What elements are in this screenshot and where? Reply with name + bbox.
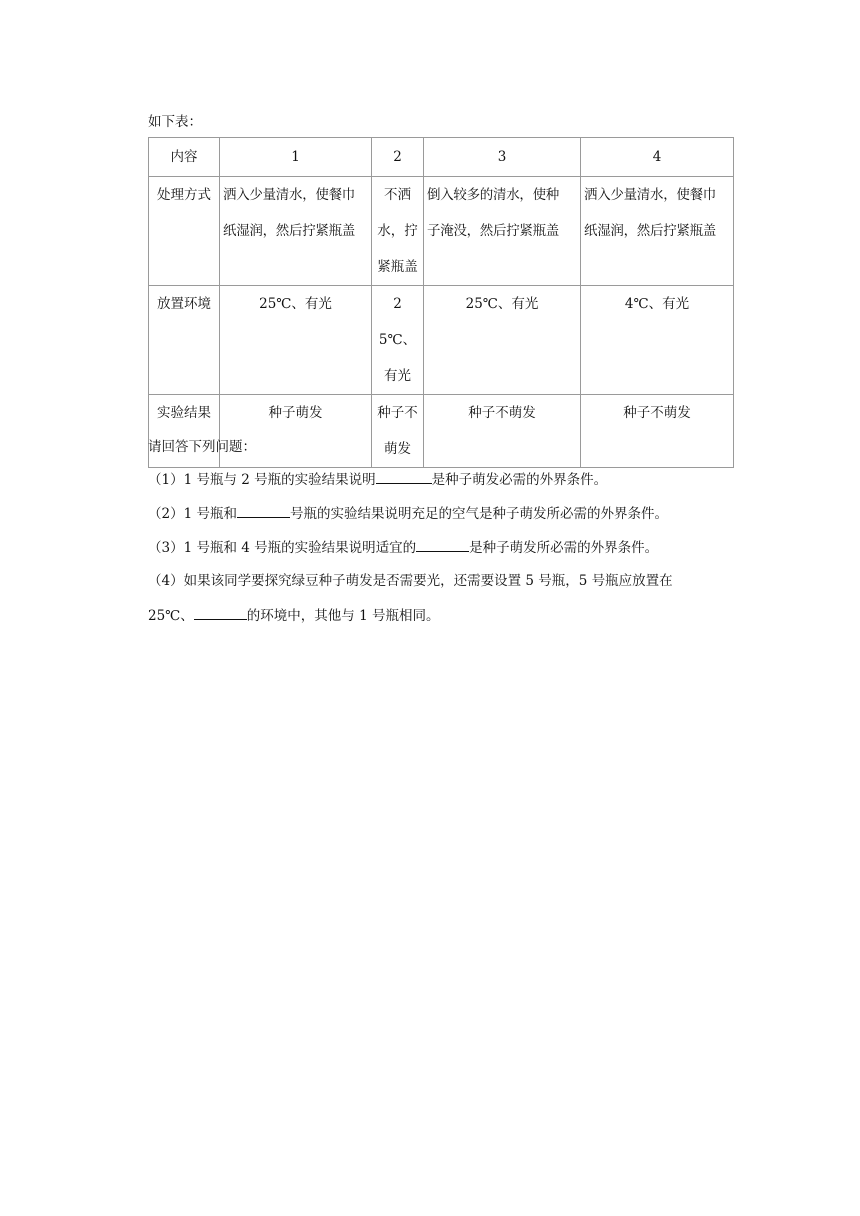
cell-line: 25℃、 bbox=[378, 296, 417, 348]
table-row-treatment bbox=[149, 177, 734, 286]
cell-line: 子淹没，然后拧紧瓶盖 bbox=[427, 223, 559, 239]
question-3-text-before: （3）1 号瓶和 4 号瓶的实验结果说明适宜的 bbox=[148, 540, 417, 556]
row-label-environment: 放置环境 bbox=[149, 286, 220, 395]
cell-environment-1 bbox=[220, 286, 372, 395]
question-4-text-after: 的环境中，其他与 1 号瓶相同。 bbox=[246, 608, 440, 624]
questions-prompt: 请回答下列问题： bbox=[148, 439, 256, 455]
question-2-text-after: 号瓶的实验结果说明充足的空气是种子萌发所必需的外界条件。 bbox=[289, 506, 668, 522]
cell-line: 25℃、有光 bbox=[465, 296, 539, 312]
question-1-text-before: （1）1 号瓶与 2 号瓶的实验结果说明 bbox=[148, 472, 376, 488]
row-label-result: 实验结果 bbox=[149, 395, 220, 468]
row-label-treatment: 处理方式 bbox=[149, 177, 220, 286]
cell-treatment-2 bbox=[372, 177, 424, 286]
cell-line: 不洒 bbox=[384, 187, 411, 203]
cell-line: 种子萌发 bbox=[268, 405, 323, 421]
cell-treatment-4 bbox=[581, 177, 734, 286]
question-3 bbox=[148, 537, 658, 558]
cell-environment-4 bbox=[581, 286, 734, 395]
answer-blank-2[interactable] bbox=[237, 503, 290, 518]
question-3-text-after: 是种子萌发所必需的外界条件。 bbox=[469, 540, 659, 556]
header-cell-bottle-4: 4 bbox=[581, 138, 734, 177]
experiment-table bbox=[148, 137, 734, 468]
cell-line: 萌发 bbox=[384, 441, 411, 457]
cell-line: 有光 bbox=[384, 368, 411, 384]
cell-result-2 bbox=[372, 395, 424, 468]
cell-line: 水，拧 bbox=[377, 223, 418, 239]
header-cell-bottle-2: 2 bbox=[372, 138, 424, 177]
answer-blank-1[interactable] bbox=[376, 469, 432, 484]
question-2-text-before: （2）1 号瓶和 bbox=[148, 506, 237, 522]
cell-line: 洒入少量清水，使餐巾 bbox=[584, 187, 716, 203]
cell-line: 种子不萌发 bbox=[468, 405, 536, 421]
answer-blank-4[interactable] bbox=[194, 605, 247, 620]
cell-environment-3 bbox=[424, 286, 581, 395]
cell-result-3 bbox=[424, 395, 581, 468]
cell-treatment-1 bbox=[220, 177, 372, 286]
table-row-environment bbox=[149, 286, 734, 395]
cell-result-4 bbox=[581, 395, 734, 468]
question-4-line-1: （4）如果该同学要探究绿豆种子萌发是否需要光，还需要设置 5 号瓶，5 号瓶应放置在 bbox=[148, 573, 673, 589]
question-1 bbox=[148, 469, 607, 490]
table-header-row bbox=[149, 138, 734, 177]
question-4-line-2 bbox=[148, 605, 439, 626]
cell-line: 种子不萌发 bbox=[623, 405, 691, 421]
cell-environment-2 bbox=[372, 286, 424, 395]
header-cell-bottle-1: 1 bbox=[220, 138, 372, 177]
question-2 bbox=[148, 503, 668, 524]
cell-line: 倒入较多的清水，使种 bbox=[427, 187, 559, 203]
intro-text: 如下表： bbox=[148, 114, 202, 130]
cell-line: 纸湿润，然后拧紧瓶盖 bbox=[223, 223, 355, 239]
cell-line: 4℃、有光 bbox=[624, 296, 690, 312]
cell-line: 种子不 bbox=[377, 405, 418, 421]
header-cell-content: 内容 bbox=[149, 138, 220, 177]
cell-line: 紧瓶盖 bbox=[377, 259, 418, 275]
question-4-text-before: 25℃、 bbox=[148, 608, 194, 624]
cell-treatment-3 bbox=[424, 177, 581, 286]
header-cell-bottle-3: 3 bbox=[424, 138, 581, 177]
cell-line: 洒入少量清水，使餐巾 bbox=[223, 187, 355, 203]
answer-blank-3[interactable] bbox=[416, 537, 469, 552]
cell-line: 25℃、有光 bbox=[259, 296, 332, 312]
cell-line: 纸湿润，然后拧紧瓶盖 bbox=[584, 223, 716, 239]
question-1-text-after: 是种子萌发必需的外界条件。 bbox=[431, 472, 608, 488]
